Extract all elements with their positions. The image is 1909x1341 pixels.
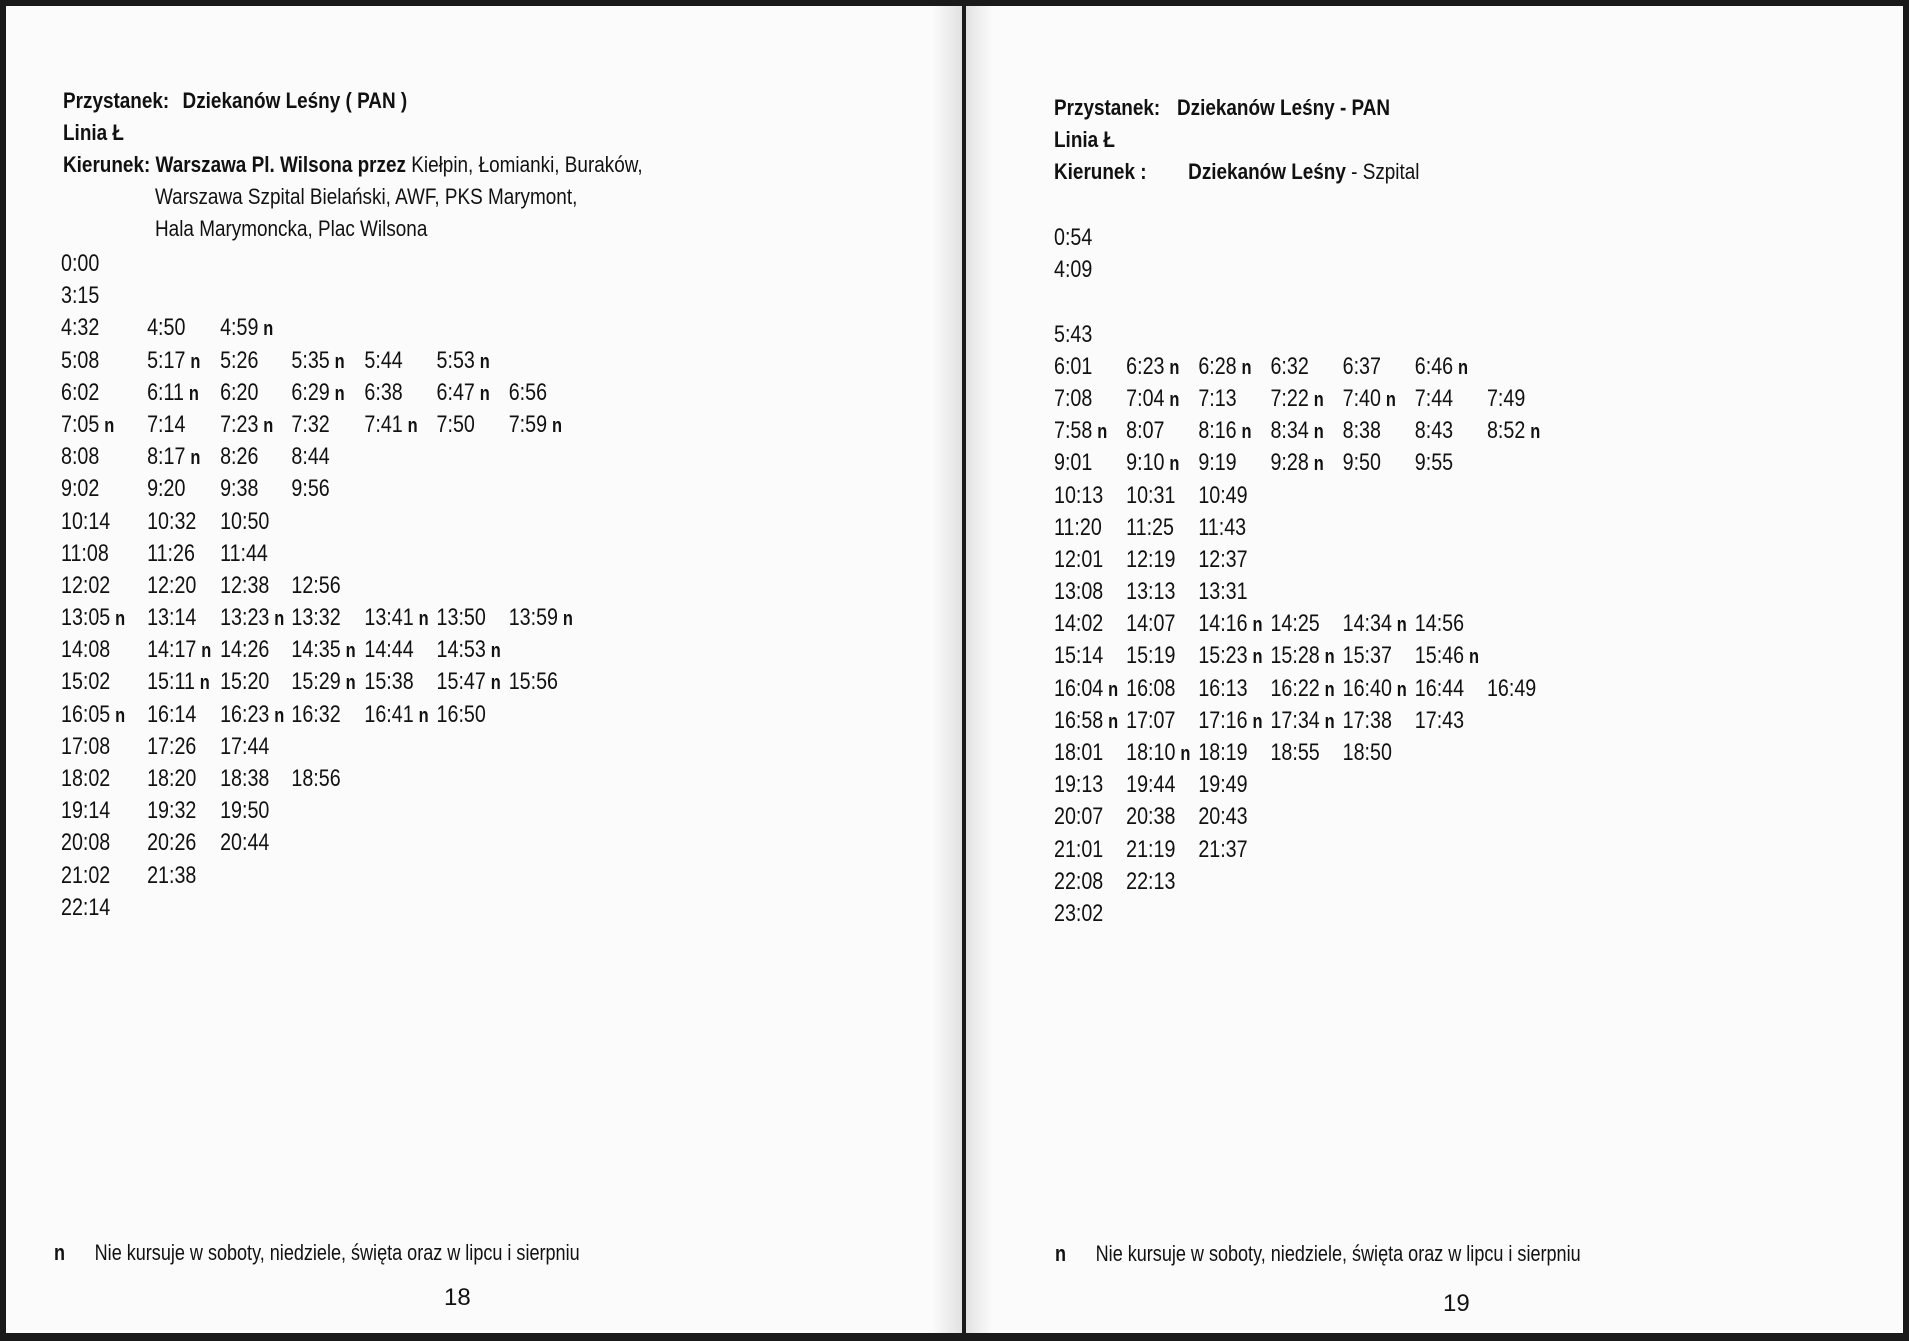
departure-time: 18:20 bbox=[147, 765, 197, 792]
departure-time: 13:23 n bbox=[220, 604, 285, 632]
departure-time: 7:13 bbox=[1198, 384, 1237, 412]
departure-time: 11:20 bbox=[1054, 513, 1102, 541]
departure-time: 8:34 n bbox=[1270, 417, 1324, 445]
departure-time: 6:47 n bbox=[436, 378, 490, 406]
departure-time: 15:19 bbox=[1126, 642, 1176, 670]
no-weekend-marker: n bbox=[201, 640, 212, 663]
departure-time: 11:08 bbox=[61, 539, 109, 567]
departure-time: 7:23 n bbox=[220, 410, 274, 438]
departure-time: 5:44 bbox=[364, 346, 403, 374]
line-label: Linia Ł bbox=[1054, 127, 1115, 152]
no-weekend-marker: n bbox=[490, 640, 501, 663]
departure-time: 17:16 n bbox=[1198, 706, 1263, 734]
departure-time: 6:28 n bbox=[1198, 352, 1252, 380]
right-page bbox=[966, 6, 1903, 1333]
stop-label: Przystanek: bbox=[1054, 95, 1161, 120]
no-weekend-marker: n bbox=[1252, 646, 1263, 669]
departure-time: 4:09 bbox=[1054, 256, 1093, 284]
departure-time: 13:14 bbox=[147, 604, 197, 632]
departure-time: 8:26 bbox=[220, 443, 259, 471]
no-weekend-marker: n bbox=[1396, 614, 1407, 637]
departure-time: 5:35 n bbox=[291, 346, 345, 374]
departure-time: 16:13 bbox=[1198, 674, 1248, 702]
departure-time: 7:22 n bbox=[1270, 384, 1324, 412]
departure-time: 17:08 bbox=[61, 732, 111, 760]
departure-time: 16:44 bbox=[1414, 674, 1465, 702]
departure-time: 8:52 n bbox=[1486, 417, 1541, 445]
stop-label: Przystanek: bbox=[63, 88, 170, 113]
no-weekend-marker: n bbox=[479, 382, 490, 405]
no-weekend-marker: n bbox=[1241, 421, 1252, 444]
departure-time: 19:50 bbox=[220, 797, 270, 825]
departure-time: 8:44 bbox=[291, 443, 330, 471]
no-weekend-marker: n bbox=[115, 704, 126, 727]
direction-label: Kierunek: bbox=[63, 152, 151, 177]
no-weekend-marker: n bbox=[1169, 388, 1180, 411]
departure-time: 10:31 bbox=[1126, 481, 1176, 509]
departure-time: 14:07 bbox=[1126, 610, 1176, 638]
departure-time: 22:08 bbox=[1054, 867, 1104, 895]
no-weekend-marker: n bbox=[334, 382, 345, 405]
departure-time: 19:44 bbox=[1126, 771, 1176, 799]
stop-name: Dziekanów Leśny - PAN bbox=[1176, 95, 1391, 120]
no-weekend-marker: n bbox=[199, 672, 210, 695]
departure-time: 20:38 bbox=[1126, 803, 1176, 831]
departure-time: 8:43 bbox=[1414, 417, 1454, 445]
departure-time: 13:31 bbox=[1198, 578, 1248, 606]
departure-time: 18:19 bbox=[1198, 739, 1248, 766]
departure-time: 6:38 bbox=[364, 378, 403, 406]
departure-time: 7:41 n bbox=[364, 410, 418, 438]
departure-time: 18:56 bbox=[291, 765, 341, 792]
departure-time: 16:32 bbox=[291, 700, 341, 728]
departure-time: 8:17 n bbox=[147, 443, 201, 471]
no-weekend-marker: n bbox=[479, 350, 490, 373]
legend-text: Nie kursuje w soboty, niedziele, święta oraz w lipcu i sierpniu bbox=[94, 1240, 580, 1265]
departure-time: 4:32 bbox=[61, 314, 100, 342]
departure-time: 12:02 bbox=[61, 571, 111, 599]
departure-time: 5:17 n bbox=[147, 346, 201, 374]
direction-label: Kierunek : bbox=[1054, 159, 1147, 184]
no-weekend-marker: n bbox=[418, 704, 429, 727]
departure-time: 13:59 n bbox=[508, 604, 573, 632]
departure-time: 14:08 bbox=[61, 636, 111, 664]
via-line-3: Hala Marymoncka, Plac Wilsona bbox=[155, 216, 428, 241]
no-weekend-marker: n bbox=[104, 414, 115, 437]
departure-time: 13:05 n bbox=[61, 604, 126, 632]
departure-time: 15:37 bbox=[1342, 642, 1392, 670]
no-weekend-marker: n bbox=[1313, 388, 1324, 411]
departure-time: 8:08 bbox=[61, 443, 100, 471]
departure-time: 12:19 bbox=[1126, 545, 1176, 573]
departure-time: 12:20 bbox=[147, 571, 197, 599]
departure-time: 19:49 bbox=[1198, 771, 1248, 799]
departure-time: 18:01 bbox=[1054, 739, 1104, 766]
departure-time: 8:16 n bbox=[1198, 417, 1252, 445]
no-weekend-marker: n bbox=[1252, 710, 1263, 733]
departure-time: 7:58 n bbox=[1054, 417, 1108, 445]
departure-time: 11:25 bbox=[1126, 513, 1174, 541]
departure-time: 7:05 n bbox=[61, 410, 115, 438]
no-weekend-marker: n bbox=[1313, 421, 1324, 444]
departure-time: 16:41 n bbox=[364, 700, 429, 728]
no-weekend-marker: n bbox=[1468, 646, 1479, 669]
departure-time: 9:01 bbox=[1054, 449, 1093, 477]
departure-time: 14:02 bbox=[1054, 610, 1104, 638]
no-weekend-marker: n bbox=[334, 350, 345, 373]
departure-time: 7:59 n bbox=[508, 410, 562, 438]
departure-time: 21:01 bbox=[1054, 835, 1104, 863]
departure-time: 7:50 bbox=[436, 410, 475, 438]
no-weekend-marker: n bbox=[1324, 710, 1335, 733]
departure-time: 15:56 bbox=[508, 668, 558, 696]
page-number: 18 bbox=[444, 1284, 471, 1311]
no-weekend-marker: n bbox=[407, 414, 418, 437]
departure-time: 16:14 bbox=[147, 700, 197, 728]
departure-time: 10:50 bbox=[220, 507, 270, 535]
no-weekend-marker: n bbox=[1385, 388, 1396, 411]
departure-time: 18:55 bbox=[1270, 739, 1320, 766]
via-line-1: Kiełpin, Łomianki, Buraków, bbox=[411, 152, 643, 177]
departure-time: 13:13 bbox=[1126, 578, 1176, 606]
via-line-2: Warszawa Szpital Bielański, AWF, PKS Marymont, bbox=[155, 184, 578, 209]
departure-time: 14:25 bbox=[1270, 610, 1320, 638]
departure-time: 5:43 bbox=[1054, 320, 1093, 348]
departure-time: 15:14 bbox=[1054, 642, 1104, 670]
departure-time: 15:20 bbox=[220, 668, 270, 696]
no-weekend-marker: n bbox=[1324, 678, 1335, 701]
departure-time: 7:32 bbox=[291, 410, 330, 438]
departure-time: 17:34 n bbox=[1270, 706, 1335, 734]
departure-time: 9:19 bbox=[1198, 449, 1237, 477]
departure-time: 5:53 n bbox=[436, 346, 490, 374]
departure-time: 16:49 bbox=[1486, 674, 1537, 702]
departure-time: 16:40 n bbox=[1342, 674, 1407, 702]
no-weekend-marker: n bbox=[345, 672, 356, 695]
left-page bbox=[6, 6, 962, 1333]
departure-time: 6:20 bbox=[220, 378, 259, 406]
no-weekend-marker: n bbox=[1324, 646, 1335, 669]
departure-time: 14:35 n bbox=[291, 636, 356, 664]
departure-time: 14:56 bbox=[1414, 610, 1465, 638]
departure-time: 15:11 n bbox=[147, 668, 210, 696]
no-weekend-marker: n bbox=[274, 704, 285, 727]
departure-time: 16:50 bbox=[436, 700, 486, 728]
no-weekend-marker: n bbox=[551, 414, 562, 437]
no-weekend-marker: n bbox=[562, 608, 573, 631]
departure-time: 14:26 bbox=[220, 636, 270, 664]
departure-time: 10:14 bbox=[61, 507, 111, 535]
page-number: 19 bbox=[1443, 1290, 1470, 1317]
direction-name: Warszawa Pl. Wilsona bbox=[155, 152, 353, 177]
legend-symbol: n bbox=[1055, 1241, 1067, 1266]
departure-time: 20:08 bbox=[61, 829, 111, 857]
no-weekend-marker: n bbox=[188, 382, 199, 405]
departure-time: 16:22 n bbox=[1270, 674, 1335, 702]
departure-time: 8:07 bbox=[1126, 417, 1165, 445]
departure-time: 15:47 n bbox=[436, 668, 501, 696]
direction-suffix: - Szpital bbox=[1351, 159, 1420, 184]
departure-time: 6:02 bbox=[61, 378, 100, 406]
departure-time: 9:55 bbox=[1414, 449, 1454, 477]
departure-time: 17:07 bbox=[1126, 706, 1176, 734]
departure-time: 15:38 bbox=[364, 668, 414, 696]
departure-time: 14:17 n bbox=[147, 636, 212, 664]
departure-time: 13:50 bbox=[436, 604, 486, 632]
departure-time: 0:54 bbox=[1054, 224, 1093, 251]
legend-left bbox=[54, 1240, 580, 1266]
departure-time: 9:20 bbox=[147, 475, 186, 503]
departure-time: 5:08 bbox=[61, 346, 100, 374]
departure-time: 7:08 bbox=[1054, 384, 1093, 412]
departure-time: 20:43 bbox=[1198, 803, 1248, 831]
departure-time: 11:26 bbox=[147, 539, 195, 567]
departure-time: 11:43 bbox=[1198, 513, 1247, 541]
no-weekend-marker: n bbox=[1313, 453, 1324, 476]
no-weekend-marker: n bbox=[345, 640, 356, 663]
no-weekend-marker: n bbox=[115, 608, 126, 631]
no-weekend-marker: n bbox=[190, 447, 201, 470]
departure-time: 14:53 n bbox=[436, 636, 501, 664]
departure-time: 19:14 bbox=[61, 797, 111, 825]
departure-time: 12:56 bbox=[291, 571, 341, 599]
departure-time: 9:10 n bbox=[1126, 449, 1180, 477]
direction-text bbox=[1188, 156, 1419, 188]
departure-time: 18:50 bbox=[1342, 739, 1392, 766]
departure-time: 22:13 bbox=[1126, 867, 1176, 895]
departure-time: 17:43 bbox=[1414, 706, 1465, 734]
departure-time: 7:04 n bbox=[1126, 384, 1180, 412]
departure-time: 11:44 bbox=[220, 539, 268, 567]
no-weekend-marker: n bbox=[274, 608, 285, 631]
via-label: przez bbox=[357, 152, 406, 177]
departure-time: 8:38 bbox=[1342, 417, 1381, 445]
no-weekend-marker: n bbox=[1108, 678, 1119, 701]
departure-time: 20:26 bbox=[147, 829, 197, 857]
departure-time: 7:14 bbox=[147, 410, 186, 438]
departure-time: 9:28 n bbox=[1270, 449, 1324, 477]
no-weekend-marker: n bbox=[418, 608, 429, 631]
departure-time: 17:44 bbox=[220, 732, 270, 760]
departure-time: 12:01 bbox=[1054, 545, 1104, 573]
departure-time: 0:00 bbox=[61, 250, 100, 277]
legend-symbol: n bbox=[54, 1240, 66, 1265]
departure-time: 12:38 bbox=[220, 571, 270, 599]
no-weekend-marker: n bbox=[263, 318, 274, 341]
departure-time: 9:50 bbox=[1342, 449, 1381, 477]
departure-time: 17:26 bbox=[147, 732, 197, 760]
departure-time: 21:19 bbox=[1126, 835, 1176, 863]
departure-time: 9:38 bbox=[220, 475, 259, 503]
departure-time: 6:46 n bbox=[1414, 352, 1469, 380]
departure-time: 6:29 n bbox=[291, 378, 345, 406]
departure-time: 10:13 bbox=[1054, 481, 1104, 509]
departure-time: 16:08 bbox=[1126, 674, 1176, 702]
departure-time: 15:02 bbox=[61, 668, 111, 696]
departure-time: 6:56 bbox=[508, 378, 548, 406]
no-weekend-marker: n bbox=[1097, 421, 1108, 444]
no-weekend-marker: n bbox=[190, 350, 201, 373]
departure-time: 18:10 n bbox=[1126, 739, 1191, 766]
departure-time: 15:23 n bbox=[1198, 642, 1263, 670]
direction-text bbox=[63, 149, 643, 181]
no-weekend-marker: n bbox=[1252, 614, 1263, 637]
departure-time: 13:41 n bbox=[364, 604, 429, 632]
direction-name: Dziekanów Leśny bbox=[1188, 159, 1346, 184]
departure-time: 4:59 n bbox=[220, 314, 274, 342]
departure-time: 13:32 bbox=[291, 604, 341, 632]
gutter-shadow bbox=[966, 6, 992, 1333]
departure-time: 10:32 bbox=[147, 507, 197, 535]
no-weekend-marker: n bbox=[1396, 678, 1407, 701]
no-weekend-marker: n bbox=[1108, 710, 1119, 733]
departure-time: 6:11 n bbox=[147, 378, 199, 406]
departure-time: 21:02 bbox=[61, 861, 111, 889]
departure-time: 18:02 bbox=[61, 765, 111, 792]
departure-time: 16:05 n bbox=[61, 700, 126, 728]
departure-time: 9:02 bbox=[61, 475, 100, 503]
no-weekend-marker: n bbox=[490, 672, 501, 695]
departure-time: 14:44 bbox=[364, 636, 414, 664]
departure-time: 23:02 bbox=[1054, 899, 1104, 927]
no-weekend-marker: n bbox=[1458, 356, 1469, 379]
departure-time: 7:49 bbox=[1486, 384, 1526, 412]
no-weekend-marker: n bbox=[1169, 453, 1180, 476]
departure-time: 20:07 bbox=[1054, 803, 1104, 831]
legend-text: Nie kursuje w soboty, niedziele, święta oraz w lipcu i sierpniu bbox=[1095, 1241, 1581, 1266]
no-weekend-marker: n bbox=[1241, 356, 1252, 379]
departure-time: 17:38 bbox=[1342, 706, 1392, 734]
departure-time: 5:26 bbox=[220, 346, 259, 374]
departure-time: 6:37 bbox=[1342, 352, 1381, 380]
departure-time: 19:13 bbox=[1054, 771, 1104, 799]
departure-time: 9:56 bbox=[291, 475, 330, 503]
departure-time: 21:37 bbox=[1198, 835, 1248, 863]
departure-time: 7:40 n bbox=[1342, 384, 1396, 412]
departure-time: 21:38 bbox=[147, 861, 197, 889]
gutter-shadow bbox=[932, 6, 962, 1333]
departure-time: 22:14 bbox=[61, 893, 111, 921]
departure-time: 16:04 n bbox=[1054, 674, 1119, 702]
stop-name: Dziekanów Leśny ( PAN ) bbox=[182, 88, 408, 113]
departure-time: 14:16 n bbox=[1198, 610, 1263, 638]
no-weekend-marker: n bbox=[1180, 743, 1191, 765]
departure-time: 3:15 bbox=[61, 282, 100, 310]
departure-time: 15:29 n bbox=[291, 668, 356, 696]
departure-time: 13:08 bbox=[1054, 578, 1104, 606]
departure-time: 19:32 bbox=[147, 797, 197, 825]
no-weekend-marker: n bbox=[1169, 356, 1180, 379]
no-weekend-marker: n bbox=[1530, 421, 1541, 444]
departure-time: 4:50 bbox=[147, 314, 186, 342]
line-label: Linia Ł bbox=[63, 120, 124, 145]
departure-time: 14:34 n bbox=[1342, 610, 1407, 638]
departure-time: 7:44 bbox=[1414, 384, 1454, 412]
legend-right bbox=[1055, 1241, 1581, 1267]
departure-time: 6:32 bbox=[1270, 352, 1309, 380]
departure-time: 16:23 n bbox=[220, 700, 285, 728]
departure-time: 18:38 bbox=[220, 765, 270, 792]
departure-time: 6:23 n bbox=[1126, 352, 1180, 380]
departure-time: 15:28 n bbox=[1270, 642, 1335, 670]
departure-time: 20:44 bbox=[220, 829, 270, 857]
departure-time: 15:46 n bbox=[1414, 642, 1479, 670]
departure-time: 16:58 n bbox=[1054, 706, 1119, 734]
departure-time: 10:49 bbox=[1198, 481, 1248, 509]
no-weekend-marker: n bbox=[263, 414, 274, 437]
departure-time: 12:37 bbox=[1198, 545, 1248, 573]
departure-time: 6:01 bbox=[1054, 352, 1093, 380]
